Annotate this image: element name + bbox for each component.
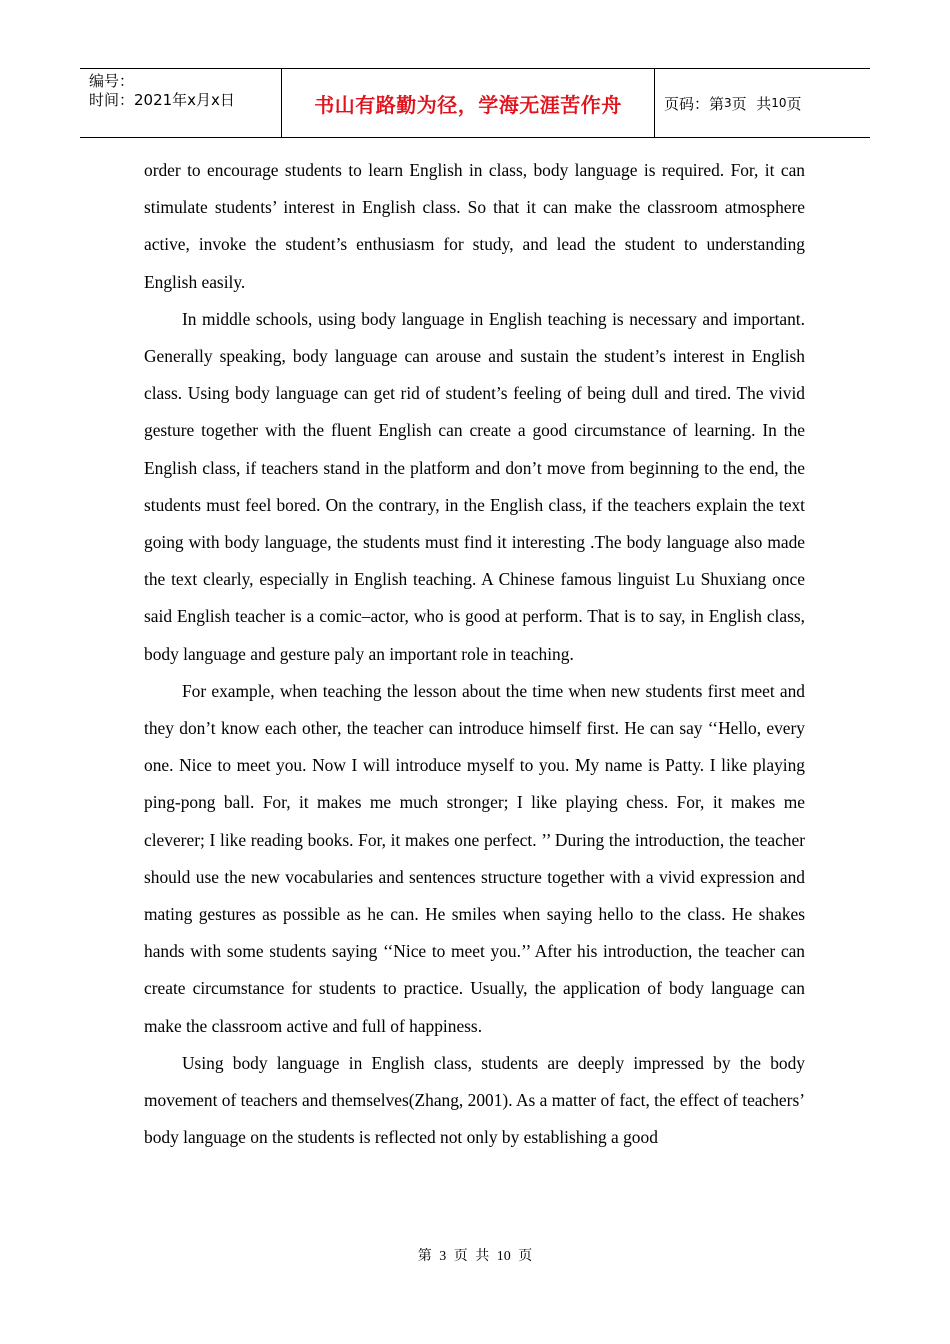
header-meta	[80, 69, 282, 137]
time-label: 时间：2021年x月x日	[89, 91, 235, 109]
page-total: 10	[771, 96, 787, 110]
paragraph-continuation: order to encourage students to learn English in class, body language is required. For, it can stimulate students’ interest in English class. So that it can make the classroom atmosphere active, invoke the student’s enthusiasm for study, and lead the student to understanding English easily.	[144, 160, 805, 292]
number-label: 编号：	[89, 72, 135, 90]
page-prefix: 页码：第	[664, 94, 725, 113]
paragraph: Using body language in English class, students are deeply impressed by the body movement of teachers and themselves(Zhang, 2001). As a matter of fact, the effect of teachers’ body language on the students is reflected not only by establishing a good	[144, 1052, 805, 1148]
page-mid: 页 共	[731, 94, 772, 113]
document-body	[144, 152, 805, 1156]
page-current: 3	[724, 96, 732, 110]
header-page-info	[655, 69, 870, 137]
header-motto: 书山有路勤为径，学海无涯苦作舟	[282, 69, 655, 137]
page-header	[80, 68, 870, 138]
paragraph: For example, when teaching the lesson about the time when new students first meet and they don’t know each other, the teacher can introduce himself first. He can say ‘‘Hello, every one. Nice to meet you. Now I will introduce myself to you. My name is Patty. I like playing ping-pong ball. For, it makes me much stronger; I like playing chess. For, it makes me cleverer; I like reading books. For, it makes one perfect. ’’ During the introduction, the teacher should use the new vocabularies and sentences structure together with a vivid expression and mating gestures as possible as he can. He smiles when saying hello to the class. He shakes hands with some students saying ‘‘Nice to meet you.’’ After his introduction, the teacher can create circumstance for students to practice. Usually, the application of body language can make the classroom active and full of happiness.	[144, 680, 805, 1036]
page-suffix: 页	[786, 94, 802, 113]
paragraph: In middle schools, using body language in English teaching is necessary and important. Generally speaking, body language can arouse and sustain the student’s interest in English class. Using body language can get rid of student’s feeling of being dull and tired. The vivid gesture together with the fluent English can create a good circumstance of learning. In the English class, if teachers stand in the platform and don’t move from beginning to the end, the students must feel bored. On the contrary, in the English class, if the teachers explain the text going with body language, the students must find it interesting .The body language also made the text clearly, especially in English teaching. A Chinese famous linguist Lu Shuxiang once said English teacher is a comic–actor, who is good at perform. That is to say, in English class, body language and gesture paly an important role in teaching.	[144, 308, 805, 664]
page-footer: 第 3 页 共 10 页	[417, 1249, 533, 1264]
